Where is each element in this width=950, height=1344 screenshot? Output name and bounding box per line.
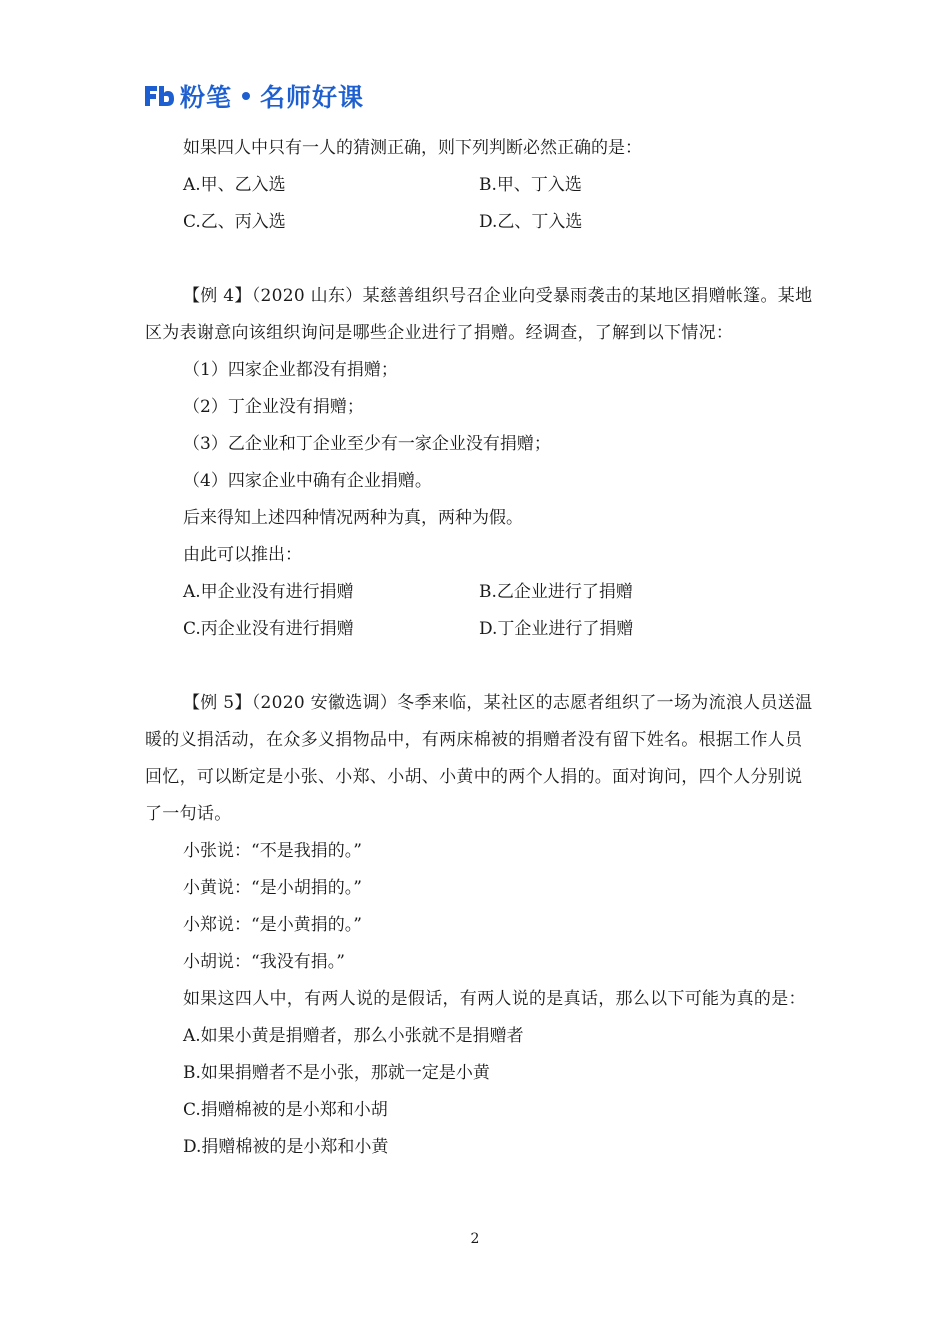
fenbi-logo-icon: [142, 83, 176, 109]
q5-statement-hu: 小胡说：“我没有捐。”: [183, 952, 345, 972]
q4-option-c: C.丙企业没有进行捐赠: [183, 619, 354, 639]
q4-option-b: B.乙企业进行了捐赠: [479, 582, 633, 602]
q5-option-b: B.如果捐赠者不是小张，那就一定是小黄: [183, 1063, 490, 1083]
q3-options-row-1: [145, 167, 813, 204]
q5-option-c: C.捐赠棉被的是小郑和小胡: [183, 1100, 388, 1120]
q3-option-a: A.甲、乙入选: [183, 175, 286, 195]
header-separator-dot: [242, 92, 250, 100]
brand-slogan: 名师好课: [260, 83, 365, 112]
q4-note: 后来得知上述四种情况两种为真，两种为假。: [183, 508, 523, 528]
spacer: [145, 241, 813, 278]
q3-option-b: B.甲、丁入选: [479, 175, 582, 195]
q4-lead: 由此可以推出：: [183, 545, 302, 565]
q4-condition-3: （3）乙企业和丁企业至少有一家企业没有捐赠；: [183, 434, 551, 454]
q3-stem: 如果四人中只有一人的猜测正确，则下列判断必然正确的是：: [183, 138, 642, 158]
q5-stem: 如果这四人中，有两人说的是假话，有两人说的是真话，那么以下可能为真的是：: [183, 989, 806, 1009]
q3-option-c: C.乙、丙入选: [183, 212, 286, 232]
page-header: [142, 80, 364, 112]
page-number: 2: [470, 1231, 480, 1247]
q3-option-d: D.乙、丁入选: [479, 212, 583, 232]
document-body: [145, 130, 813, 1166]
q4-condition-2: （2）丁企业没有捐赠；: [183, 397, 364, 417]
spacer: [145, 648, 813, 685]
q4-option-d: D.丁企业进行了捐赠: [479, 619, 634, 639]
q5-statement-huang: 小黄说：“是小胡捐的。”: [183, 878, 362, 898]
q5-statement-zheng: 小郑说：“是小黄捐的。”: [183, 915, 362, 935]
q5-option-d: D.捐赠棉被的是小郑和小黄: [183, 1137, 389, 1157]
brand-name: 粉笔: [180, 83, 233, 112]
q5-paragraph: 【例 5】（2020 安徽选调）冬季来临，某社区的志愿者组织了一场为流浪人员送温暖的义捐活动，在众多义捐物品中，有两床棉被的捐赠者没有留下姓名。根据工作人员回忆，可以断定是小张、小郑、小胡、小黄中的两个人捐的。面对询问，四个人分别说了一句话。: [145, 693, 813, 824]
q4-option-a: A.甲企业没有进行捐赠: [183, 582, 354, 602]
q4-condition-4: （4）四家企业中确有企业捐赠。: [183, 471, 432, 491]
q4-options-row-2: [145, 611, 813, 648]
q5-option-a: A.如果小黄是捐赠者，那么小张就不是捐赠者: [183, 1026, 524, 1046]
q4-condition-1: （1）四家企业都没有捐赠；: [183, 360, 398, 380]
q4-paragraph: 【例 4】（2020 山东）某慈善组织号召企业向受暴雨袭击的某地区捐赠帐篷。某地区为表谢意向该组织询问是哪些企业进行了捐赠。经调查，了解到以下情况：: [145, 286, 813, 343]
q5-statement-zhang: 小张说：“不是我捐的。”: [183, 841, 362, 861]
q3-options-row-2: [145, 204, 813, 241]
q4-options-row-1: [145, 574, 813, 611]
